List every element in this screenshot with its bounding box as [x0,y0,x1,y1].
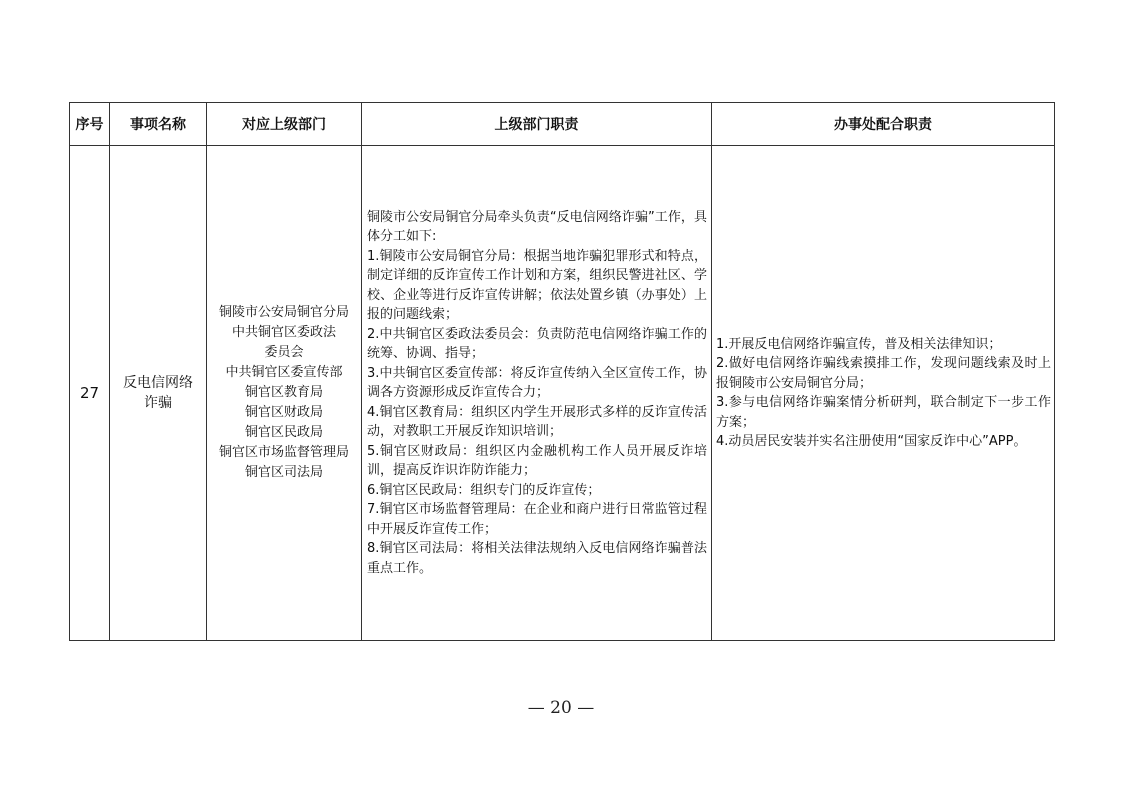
duty-paragraph: 铜陵市公安局铜官分局牵头负责“反电信网络诈骗”工作，具体分工如下: [367,209,707,245]
item-name-cell: 反电信网络诈骗 [110,146,207,641]
duty-paragraph: 4.动员居民安装并实名注册使用“国家反诈中心”APP。 [716,434,1027,449]
seq-cell: 27 [70,146,110,641]
office-duties-cell [712,146,1055,641]
departments-cell [207,146,362,641]
header-upper-department: 对应上级部门 [207,103,362,146]
department-line: 中共铜官区委宣传部 [225,365,343,380]
upper-duties-cell [362,146,712,641]
table-header-row [70,103,1055,146]
department-line: 中共铜官区委政法 [231,325,336,340]
department-line: 铜官区司法局 [244,465,323,480]
header-item-name: 事项名称 [110,103,207,146]
department-line: 铜官区市场监督管理局 [218,445,349,460]
duty-paragraph: 2.做好电信网络诈骗线索摸排工作，发现问题线索及时上报铜陵市公安局铜官分局； [716,356,1051,391]
page-number: — 20 — [527,698,595,718]
duty-paragraph: 3.参与电信网络诈骗案情分析研判，联合制定下一步工作方案； [716,395,1051,430]
header-office-duties: 办事处配合职责 [712,103,1055,146]
header-seq: 序号 [70,103,110,146]
duty-paragraph: 3.中共铜官区委宣传部：将反诈宣传纳入全区宣传工作，协调各方资源形成反诈宣传合力； [367,365,707,401]
department-line: 铜官区财政局 [244,405,323,420]
duty-paragraph: 1.开展反电信网络诈骗宣传，普及相关法律知识； [716,336,1002,352]
duty-paragraph: 7.铜官区市场监督管理局：在企业和商户进行日常监管过程中开展反诈宣传工作； [367,502,707,537]
department-line: 委员会 [264,345,304,360]
duty-table [69,102,1055,641]
duty-paragraph: 5.铜官区财政局：组织区内金融机构工作人员开展反诈培训，提高反诈识诈防诈能力； [367,443,707,479]
header-upper-duties: 上级部门职责 [362,103,712,146]
duty-paragraph: 8.铜官区司法局：将相关法律法规纳入反电信网络诈骗普法重点工作。 [367,541,707,576]
duty-paragraph: 6.铜官区民政局：组织专门的反诈宣传； [367,482,601,498]
duty-paragraph: 2.中共铜官区委政法委员会：负责防范电信网络诈骗工作的统筹、协调、指导； [367,326,707,362]
department-line: 铜官区教育局 [244,385,323,400]
duty-paragraph: 1.铜陵市公安局铜官分局：根据当地诈骗犯罪形式和特点，制定详细的反诈宣传工作计划和方案，组织民警进社区、学校、企业等进行反诈宣传讲解；依法处置乡镇（办事处）上报的问题线索； [367,248,707,323]
table-row [70,146,1055,641]
department-line: 铜陵市公安局铜官分局 [218,305,349,320]
department-line: 铜官区民政局 [244,425,323,440]
duty-paragraph: 4.铜官区教育局：组织区内学生开展形式多样的反诈宣传活动，对教职工开展反诈知识培训； [367,404,707,440]
